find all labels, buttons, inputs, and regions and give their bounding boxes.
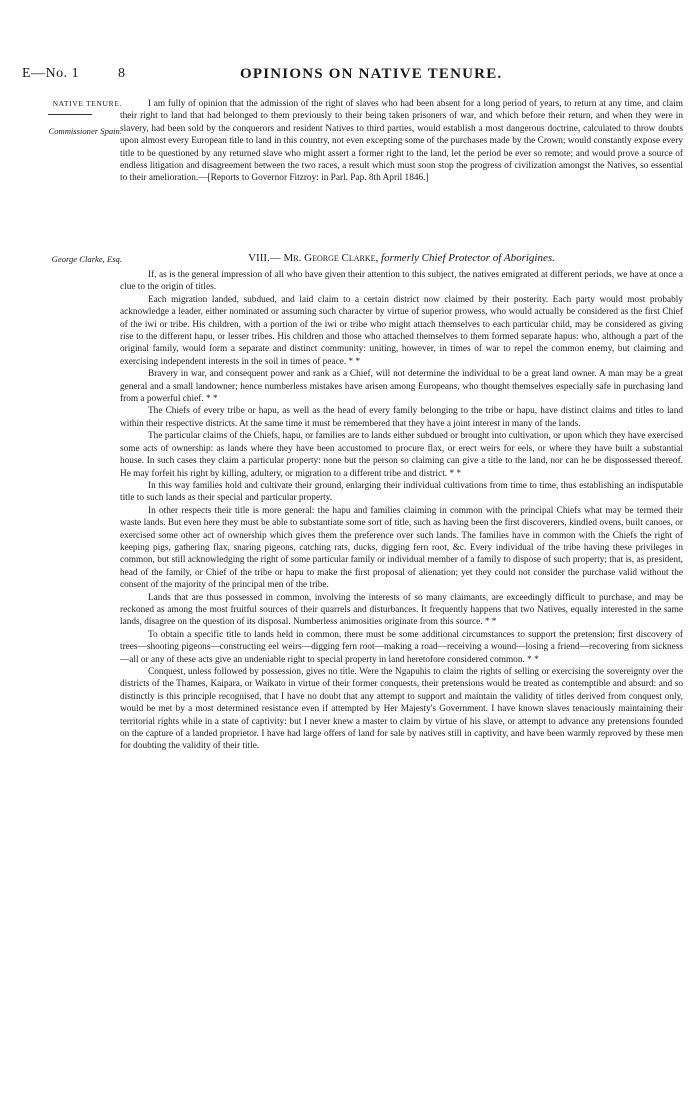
- margin-note-native-tenure: NATIVE TENURE.: [52, 99, 122, 108]
- page-title: OPINIONS ON NATIVE TENURE.: [240, 66, 503, 82]
- paragraph: I am fully of opinion that the admission of the right of slaves who had been absent for a long period of years, to return at any time, and claim their right to land that had belonged to them previously to their being taken prisoners of war, and which before their return, and when they were in slavery, had been sold by the conquerors and resident Natives to third parties, would establish a most dangerous doctrine, calculated to throw doubts upon almost every European title to land in this country, not even excepting some of the purchases made by the Crown; would constantly expose every title to be questioned by any returned slave who might assert a former right to the land, let the period be ever so remote; and would prove a source of endless litigation and disagreement between the two races, a result which must soon stop the progress of civilization amongst the Natives, so essential to their amelioration.—[Reports to Governor Fitzroy: in Parl. Pap. 8th April 1846.]: [120, 99, 683, 184]
- margin-note-clarke: George Clarke, Esq.: [51, 254, 122, 264]
- section-heading: [120, 251, 683, 265]
- clarke-section: [120, 269, 683, 753]
- paragraph: In this way families hold and cultivate their ground, enlarging their individual cultivations from time to time, thus establishing an indisputable title to such lands as their special and particular property.: [120, 480, 683, 504]
- document-reference: E—No. 1: [22, 66, 80, 81]
- paragraph: In other respects their title is more general: the hapu and families claiming in common with the principal Chiefs what may be termed their waste lands. But even here they must be able to substantiate some sort of title, such as having been the first discoverers, kindled ovens, built canoes, or exercised some other act of ownership which gives them the preference over such lands. The families have in common with the Chiefs the right of keeping pigs, gathering flax, snaring pigeons, catching rats, ducks, digging fern root, &c. Every individual of the tribe having these privileges in common, but still acknowledging the right of some particular family or individual member of a family to dispose of such property; that is, as president, head of the family, or Chief of the tribe or hapu to make the first proposal of alienation; yet they could not consider the purchase valid without the consent of the majority of the principal men of the tribe.: [120, 505, 683, 591]
- section-number: VIII.—: [248, 252, 281, 264]
- paragraph: The particular claims of the Chiefs, hapu, or families are to lands either subdued or brought into cultivation, or upon which they have exercised some acts of ownership: as lands where they have been accustomed to procure flax, or erect weirs for eels, or where they have built a substantial house. In such cases they claim a particular property: none but the person so claiming can give a title to the land, nor can he be dispossessed thereof. He may forfeit his right by killing, adultery, or migration to a different tribe and district. * *: [120, 431, 683, 479]
- paragraph: To obtain a specific title to lands held in common, there must be some additional circumstances to support the pretension; first discovery of trees—shooting pigeons—constructing eel weirs—digging fern root—making a road—receiving a wound—losing a friend—recovering from sickness—all or any of these acts give an undeniable right to special property in land heretofore considered common. * *: [120, 629, 683, 665]
- margin-note-spain: Commissioner Spain.: [48, 126, 122, 136]
- paragraph: Bravery in war, and consequent power and rank as a Chief, will not determine the individual to be a great land owner. A man may be a great general and a small landowner; hence numberless mistakes have arisen among Europeans, who thought themselves especially safe in purchasing land from a powerful chief. * *: [120, 369, 683, 405]
- margin-divider: [48, 114, 92, 115]
- paragraph: Lands that are thus possessed in common, involving the interests of so many claimants, are exceedingly difficult to purchase, and may be reckoned as among the most fruitful sources of their quarrels and disturbances. It frequently happens that two Natives, equally interested in the same lands, disagree on the question of its disposal. Numberless animosities originate from this source. * *: [120, 592, 683, 628]
- page-number: 8: [118, 66, 125, 81]
- paragraph: If, as is the general impression of all who have given their attention to this subject, the natives emigrated at different periods, we have at once a clue to the origin of titles.: [120, 270, 683, 293]
- section-author: Mr. George Clarke,: [283, 252, 379, 264]
- running-header: [0, 66, 700, 86]
- paragraph: Conquest, unless followed by possession, gives no title. Were the Ngapuhis to claim the rights of selling or exercising the sovereignty over the districts of the Thames, Kaipara, or Waikato in virtue of their former conquests, their pretensions would be treated as contemptible and absurd: and so distinctly is this principle recognised, that I have no doubt that any attempt to support and maintain the validity of titles derived from conquest only, would be met by a most determined resistance even if attempted by Her Majesty's Government. I have known slaves tenaciously maintaining their territorial rights while in a state of captivity: but I never knew a master to claim by virtue of his slave, or attempt to advance any pretensions founded on the capture of a landed proprietor. I have had large offers of land for sale by natives still in captivity, and have been warmly reproved by these men for doubting the validity of their title.: [120, 667, 683, 752]
- spain-section: [120, 98, 683, 185]
- paragraph: The Chiefs of every tribe or hapu, as well as the head of every family belonging to the tribe or hapu, have distinct claims and titles to land within their respective districts. At the same time it must be remembered that they have a joint interest in many of the lands.: [120, 406, 683, 429]
- section-author-title: formerly Chief Protector of Aborigines.: [381, 252, 555, 264]
- paragraph: Each migration landed, subdued, and laid claim to a certain district now claimed by their posterity. Each party would most probably acknowledge a leader, either nominated or assuming such character by virtue of superior prowess, who would actually be considered as the first Chief of the iwi or tribe. His children, with a portion of the iwi or tribe who might attach themselves to each particular child, may be considered as giving rise to the different hapu, or lesser tribes. His children and those who attached themselves to them formed separate hapus: who, although a part of the original family, would form a separate and distinct community: uniting, however, in times of war to repel the common enemy, but claiming and exercising independent interests in the soil in times of peace. * *: [120, 294, 683, 367]
